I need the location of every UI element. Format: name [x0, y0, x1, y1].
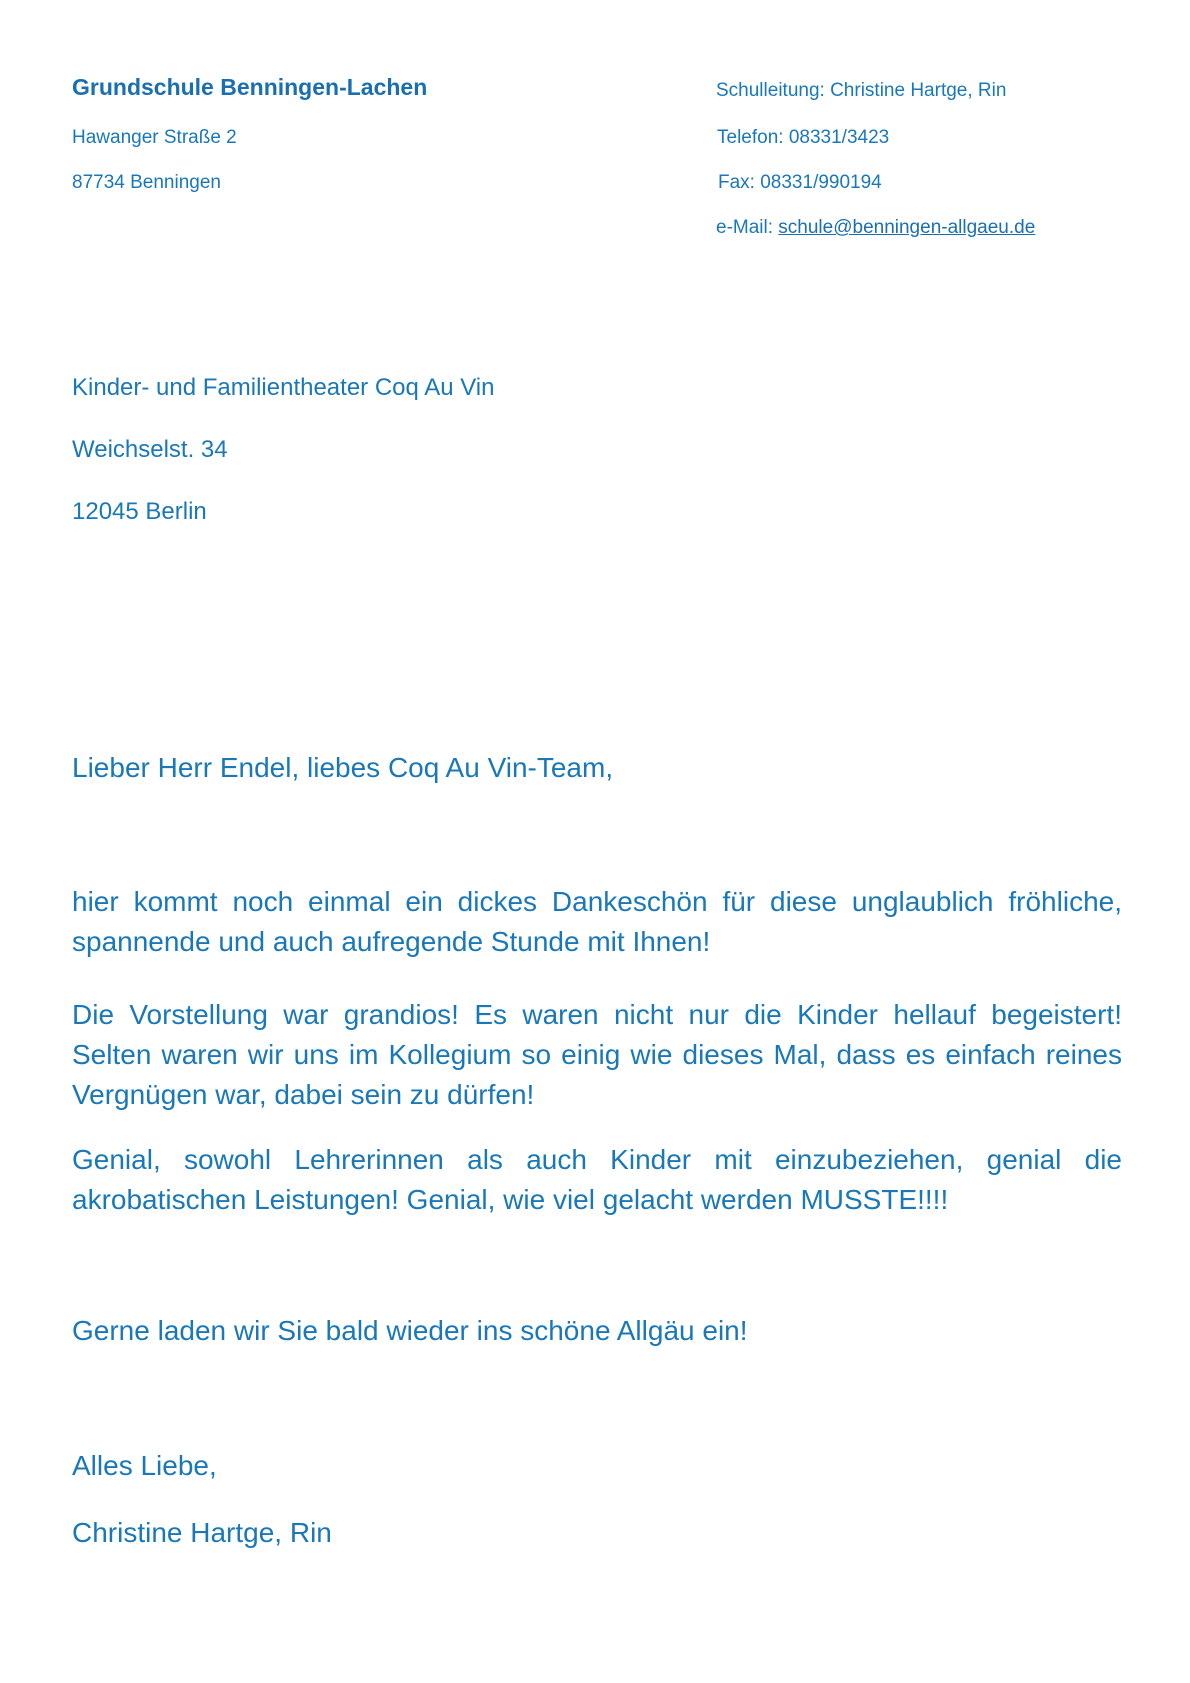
email-label: e-Mail: — [716, 217, 779, 238]
recipient-city: 12045 Berlin — [72, 498, 207, 525]
recipient-name: Kinder- und Familientheater Coq Au Vin — [72, 374, 495, 401]
signature: Christine Hartge, Rin — [72, 1517, 332, 1548]
school-phone: Telefon: 08331/3423 — [717, 127, 890, 148]
school-leadership: Schulleitung: Christine Hartge, Rin — [716, 80, 1007, 101]
school-fax: Fax: 08331/990194 — [718, 172, 882, 193]
school-name: Grundschule Benningen-Lachen — [72, 74, 428, 100]
paragraph-genial: Genial, sowohl Lehrerinnen als auch Kinder mit einzubeziehen, genial die akrobatischen Leistungen! Genial, wie viel gelacht werden MUSSTE!!!! — [72, 1144, 1122, 1215]
paragraph-thanks: hier kommt noch einmal ein dickes Dankeschön für diese unglaublich fröhliche, spannende und auch aufregende Stunde mit Ihnen! — [72, 886, 1122, 957]
closing: Alles Liebe, — [72, 1450, 217, 1481]
school-email — [716, 217, 1035, 239]
invitation: Gerne laden wir Sie bald wieder ins schöne Allgäu ein! — [72, 1315, 748, 1346]
salutation: Lieber Herr Endel, liebes Coq Au Vin-Team, — [72, 752, 614, 783]
paragraph-performance: Die Vorstellung war grandios! Es waren nicht nur die Kinder hellauf begeistert! Selten waren wir uns im Kollegium so einig wie dieses Mal, dass es einfach reines Vergnügen war, dabei sein zu dürfen! — [72, 999, 1122, 1110]
school-street: Hawanger Straße 2 — [72, 127, 237, 148]
email-link[interactable]: schule@benningen-allgaeu.de — [778, 217, 1036, 238]
school-city: 87734 Benningen — [72, 172, 221, 193]
recipient-street: Weichselst. 34 — [72, 436, 228, 463]
